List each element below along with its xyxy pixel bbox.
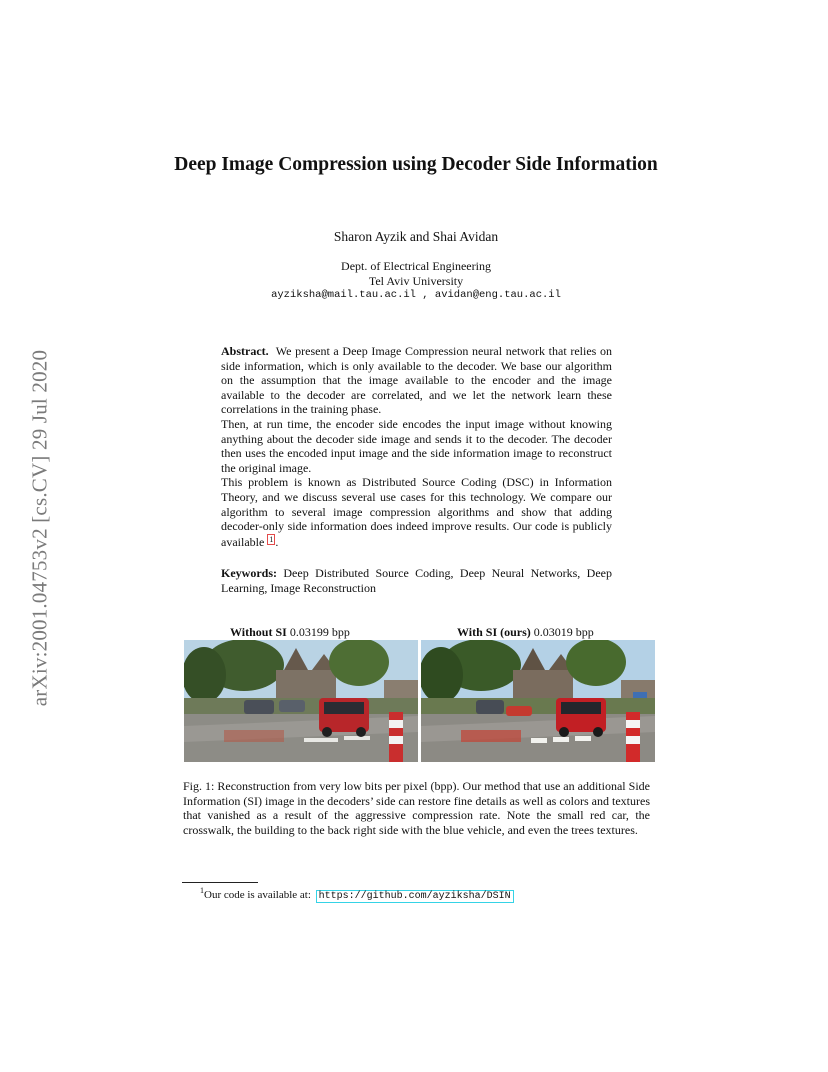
figure-label-without-si — [230, 625, 350, 640]
abstract-text-3: This problem is known as Distributed Source Coding (DSC) in Information Theory, and we discuss several use cases for this technology. We compare our algorithm to several image compression algorithms and show that adding decoder-only side information does indeed improve results. Our code is publicly available — [221, 475, 612, 549]
authors: Sharon Ayzik and Shai Avidan — [333, 229, 499, 244]
affiliation — [200, 259, 632, 303]
bpp-without-si: 0.03199 bpp — [289, 625, 350, 639]
footnote-text: Our code is available at: — [204, 889, 311, 901]
figure-label-with-si — [457, 625, 594, 640]
abstract-paragraph-2: Then, at run time, the encoder side encodes the input image without knowing anything about the decoder side image and sends it to the decoder. The decoder then uses the encoded input image and the side information image to reconstruct the original image. — [221, 416, 612, 475]
abstract-paragraph-1 — [221, 344, 612, 417]
keywords — [221, 566, 612, 595]
footnote-number: 1 — [200, 886, 204, 895]
abstract-paragraph-3 — [221, 475, 612, 549]
affiliation-university: Tel Aviv University — [368, 273, 464, 288]
keywords-text: Deep Distributed Source Coding, Deep Neural Networks, Deep Learning, Image Reconstruction — [221, 566, 612, 595]
footnote — [200, 886, 514, 902]
abstract-text-3-end: . — [275, 534, 279, 549]
bpp-with-si: 0.03019 bpp — [533, 625, 594, 639]
label-without-si: Without SI — [230, 625, 287, 639]
affiliation-dept: Dept. of Electrical Engineering — [341, 259, 491, 273]
arxiv-stamp — [16, 298, 64, 758]
keywords-label: Keywords: — [221, 566, 277, 580]
label-with-si: With SI (ours) — [457, 625, 531, 639]
footnote-link-marker[interactable]: 1 — [269, 534, 274, 544]
reconstruction-with-si-image — [421, 640, 655, 762]
abstract-text-1: We present a Deep Image Compression neural network that relies on side information, which is only available to the decoder. We base our algorithm on the assumption that the image available to the encoder and the image available to the decoder are correlated, and we let the network learn these correlations in the training phase. — [221, 344, 612, 417]
footnote-rule — [182, 882, 258, 883]
reconstruction-without-si-image — [184, 640, 418, 762]
paper-title: Deep Image Compression using Decoder Side Information — [174, 154, 658, 175]
code-repository-link[interactable]: https://github.com/ayziksha/DSIN — [316, 890, 514, 903]
abstract — [221, 344, 612, 549]
abstract-label: Abstract. — [221, 344, 269, 358]
author-emails: ayziksha@mail.tau.ac.il , avidan@eng.tau.ac.il — [271, 289, 561, 301]
figure-caption: Fig. 1: Reconstruction from very low bits per pixel (bpp). Our method that use an additional Side Information (SI) image in the decoders’ side can restore fine details as well as colors and textures that vanished as a result of the aggressive compression rate. Note the small red car, the crosswalk, the building to the back right side with the blue vehicle, and even the trees textures. — [183, 779, 650, 838]
arxiv-stamp-text: arXiv:2001.04753v2 [cs.CV] 29 Jul 2020 — [27, 349, 52, 707]
